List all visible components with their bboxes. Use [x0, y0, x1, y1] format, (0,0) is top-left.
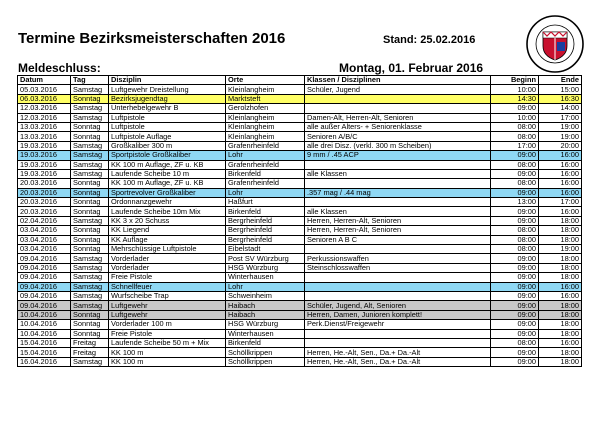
cell-klassen: alle Klassen	[305, 169, 491, 178]
cell-ende: 16:00	[539, 207, 582, 216]
cell-ort: Kleinlangheim	[226, 113, 305, 122]
cell-klassen: Perkussionswaffen	[305, 254, 491, 263]
cell-disziplin: Luftpistole Auflage	[109, 132, 226, 141]
cell-ende: 16:00	[539, 188, 582, 197]
cell-datum: 09.04.2016	[18, 282, 71, 291]
cell-beginn: 09:00	[491, 291, 539, 300]
cell-klassen: Perk.Dienst/Freigewehr	[305, 320, 491, 329]
cell-ende: 18:00	[539, 310, 582, 319]
table-row	[18, 329, 582, 338]
cell-disziplin: KK Liegend	[109, 226, 226, 235]
cell-beginn: 09:00	[491, 254, 539, 263]
cell-ort: Birkenfeld	[226, 338, 305, 347]
cell-beginn: 09:00	[491, 320, 539, 329]
col-header-datum: Datum	[18, 76, 71, 85]
cell-klassen	[305, 94, 491, 103]
cell-klassen: Herren, Damen, Junioren komplett!	[305, 310, 491, 319]
cell-beginn: 09:00	[491, 216, 539, 225]
cell-ende: 18:00	[539, 320, 582, 329]
cell-ort: Grafenrheinfeld	[226, 160, 305, 169]
col-header-tag: Tag	[71, 76, 109, 85]
cell-ort: Schöllkrippen	[226, 357, 305, 366]
cell-tag: Sonntag	[71, 188, 109, 197]
cell-ende: 18:00	[539, 273, 582, 282]
cell-tag: Sonntag	[71, 245, 109, 254]
cell-tag: Freitag	[71, 348, 109, 357]
cell-datum: 19.03.2016	[18, 141, 71, 150]
cell-ort: Eibelstadt	[226, 245, 305, 254]
cell-tag: Samstag	[71, 263, 109, 272]
cell-beginn: 13:00	[491, 198, 539, 207]
table-row	[18, 245, 582, 254]
cell-datum: 10.04.2016	[18, 320, 71, 329]
cell-ende: 17:00	[539, 113, 582, 122]
table-row	[18, 291, 582, 300]
table-row	[18, 188, 582, 197]
cell-beginn: 09:00	[491, 188, 539, 197]
cell-datum: 20.03.2016	[18, 207, 71, 216]
cell-datum: 12.03.2016	[18, 104, 71, 113]
cell-datum: 12.03.2016	[18, 113, 71, 122]
col-header-disziplin: Disziplin	[109, 76, 226, 85]
cell-beginn: 08:00	[491, 122, 539, 131]
table-row	[18, 320, 582, 329]
cell-tag: Samstag	[71, 160, 109, 169]
cell-disziplin: KK 100 m	[109, 357, 226, 366]
cell-tag: Samstag	[71, 357, 109, 366]
cell-ort: Lohr	[226, 282, 305, 291]
cell-tag: Sonntag	[71, 207, 109, 216]
cell-ort: Kleinlangheim	[226, 122, 305, 131]
cell-beginn: 09:00	[491, 207, 539, 216]
cell-disziplin: Bezirksjugendtag	[109, 94, 226, 103]
col-header-ende: Ende	[539, 76, 582, 85]
cell-ende: 20:00	[539, 141, 582, 150]
cell-tag: Samstag	[71, 282, 109, 291]
cell-klassen: Senioren A B C	[305, 235, 491, 244]
cell-ende: 17:00	[539, 198, 582, 207]
cell-klassen: Schüler, Jugend, Alt, Senioren	[305, 301, 491, 310]
cell-ort: Winterhausen	[226, 273, 305, 282]
cell-datum: 15.04.2016	[18, 348, 71, 357]
table-row	[18, 338, 582, 347]
cell-klassen: Herren, He.-Alt, Sen., Da.+ Da.-Alt	[305, 357, 491, 366]
cell-disziplin: Luftpistole	[109, 122, 226, 131]
cell-beginn: 14:30	[491, 94, 539, 103]
cell-tag: Sonntag	[71, 94, 109, 103]
cell-tag: Samstag	[71, 113, 109, 122]
cell-ort: Haibach	[226, 310, 305, 319]
cell-ende: 15:00	[539, 85, 582, 94]
cell-tag: Samstag	[71, 291, 109, 300]
table-row	[18, 179, 582, 188]
cell-tag: Samstag	[71, 169, 109, 178]
cell-tag: Sonntag	[71, 179, 109, 188]
cell-tag: Sonntag	[71, 235, 109, 244]
cell-klassen	[305, 160, 491, 169]
table-row	[18, 151, 582, 160]
table-row	[18, 122, 582, 131]
cell-tag: Sonntag	[71, 310, 109, 319]
col-header-beginn: Beginn	[491, 76, 539, 85]
table-row	[18, 301, 582, 310]
cell-datum: 16.04.2016	[18, 357, 71, 366]
cell-ende: 16:00	[539, 291, 582, 300]
table-row	[18, 226, 582, 235]
cell-klassen: Herren, Herren-Alt, Senioren	[305, 226, 491, 235]
cell-beginn: 08:00	[491, 179, 539, 188]
cell-klassen: alle drei Disz. (verkl. 300 m Scheiben)	[305, 141, 491, 150]
cell-beginn: 08:00	[491, 226, 539, 235]
table-row	[18, 169, 582, 178]
cell-ort: Grafenrheinfeld	[226, 141, 305, 150]
cell-tag: Freitag	[71, 338, 109, 347]
cell-tag: Sonntag	[71, 198, 109, 207]
cell-tag: Samstag	[71, 151, 109, 160]
table-row	[18, 310, 582, 319]
cell-beginn: 08:00	[491, 245, 539, 254]
col-header-ort: Orte	[226, 76, 305, 85]
cell-beginn: 08:00	[491, 160, 539, 169]
cell-ort: HSG Würzburg	[226, 320, 305, 329]
cell-ort: Post SV Würzburg	[226, 254, 305, 263]
cell-ende: 16:00	[539, 282, 582, 291]
cell-disziplin: KK 3 x 20 Schuss	[109, 216, 226, 225]
table-row	[18, 273, 582, 282]
cell-disziplin: Freie Pistole	[109, 329, 226, 338]
table-row	[18, 94, 582, 103]
cell-ende: 14:00	[539, 104, 582, 113]
cell-klassen	[305, 291, 491, 300]
cell-klassen	[305, 198, 491, 207]
cell-disziplin: Luftgewehr	[109, 310, 226, 319]
cell-tag: Samstag	[71, 254, 109, 263]
cell-ende: 18:00	[539, 348, 582, 357]
cell-ort: Lohr	[226, 151, 305, 160]
cell-ort: Grafenrheinfeld	[226, 179, 305, 188]
cell-ort: HSG Würzburg	[226, 263, 305, 272]
cell-klassen: alle Klassen	[305, 207, 491, 216]
meldeschluss-date: Montag, 01. Februar 2016	[339, 61, 484, 75]
cell-datum: 19.03.2016	[18, 151, 71, 160]
cell-ort: Schweinheim	[226, 291, 305, 300]
cell-ort: Kleinlangheim	[226, 132, 305, 141]
cell-ort: Bergrheinfeld	[226, 226, 305, 235]
table-row	[18, 216, 582, 225]
cell-disziplin: KK 100 m Auflage, ZF u. KB	[109, 179, 226, 188]
cell-beginn: 09:00	[491, 282, 539, 291]
cell-klassen	[305, 282, 491, 291]
table-row	[18, 141, 582, 150]
cell-datum: 10.04.2016	[18, 329, 71, 338]
table-row	[18, 207, 582, 216]
cell-klassen: Senioren A/B/C	[305, 132, 491, 141]
table-row	[18, 254, 582, 263]
cell-tag: Sonntag	[71, 132, 109, 141]
cell-datum: 05.03.2016	[18, 85, 71, 94]
cell-datum: 09.04.2016	[18, 273, 71, 282]
meldeschluss-label: Meldeschluss:	[18, 61, 101, 75]
cell-ende: 16:00	[539, 160, 582, 169]
cell-klassen	[305, 273, 491, 282]
cell-datum: 03.04.2016	[18, 235, 71, 244]
cell-ende: 19:00	[539, 132, 582, 141]
cell-ort: Gerolzhofen	[226, 104, 305, 113]
cell-disziplin: Unterhebelgewehr B	[109, 104, 226, 113]
cell-beginn: 09:00	[491, 310, 539, 319]
cell-klassen: Herren, Herren-Alt, Senioren	[305, 216, 491, 225]
cell-klassen: Steinschlosswaffen	[305, 263, 491, 272]
cell-beginn: 09:00	[491, 357, 539, 366]
stand-date: Stand: 25.02.2016	[383, 34, 476, 46]
table-row	[18, 282, 582, 291]
cell-disziplin: Luftgewehr	[109, 301, 226, 310]
cell-beginn: 08:00	[491, 338, 539, 347]
cell-beginn: 09:00	[491, 348, 539, 357]
cell-tag: Sonntag	[71, 226, 109, 235]
cell-disziplin: Sportpistole Großkaliber	[109, 151, 226, 160]
cell-datum: 09.04.2016	[18, 301, 71, 310]
cell-ort: Lohr	[226, 188, 305, 197]
cell-disziplin: Ordonnanzgewehr	[109, 198, 226, 207]
cell-beginn: 09:00	[491, 273, 539, 282]
cell-tag: Samstag	[71, 141, 109, 150]
cell-disziplin: KK Auflage	[109, 235, 226, 244]
cell-disziplin: Laufende Scheibe 10m Mix	[109, 207, 226, 216]
cell-datum: 10.04.2016	[18, 310, 71, 319]
cell-disziplin: Luftpistole	[109, 113, 226, 122]
cell-disziplin: Mehrschüssige Luftpistole	[109, 245, 226, 254]
page-title: Termine Bezirksmeisterschaften 2016	[18, 30, 286, 47]
cell-klassen: Herren, He.-Alt, Sen., Da.+ Da.-Alt	[305, 348, 491, 357]
cell-klassen: Damen-Alt, Herren-Alt, Senioren	[305, 113, 491, 122]
cell-ende: 16:30	[539, 94, 582, 103]
cell-ort: Bergrheinfeld	[226, 216, 305, 225]
cell-klassen	[305, 329, 491, 338]
table-row	[18, 198, 582, 207]
cell-ende: 19:00	[539, 122, 582, 131]
cell-ende: 18:00	[539, 263, 582, 272]
cell-ort: Birkenfeld	[226, 207, 305, 216]
cell-beginn: 10:00	[491, 113, 539, 122]
cell-disziplin: Laufende Scheibe 10 m	[109, 169, 226, 178]
cell-ende: 16:00	[539, 151, 582, 160]
cell-datum: 19.03.2016	[18, 160, 71, 169]
cell-datum: 20.03.2016	[18, 179, 71, 188]
table-row	[18, 113, 582, 122]
cell-beginn: 08:00	[491, 132, 539, 141]
cell-datum: 09.04.2016	[18, 263, 71, 272]
cell-tag: Sonntag	[71, 320, 109, 329]
cell-tag: Sonntag	[71, 122, 109, 131]
cell-tag: Samstag	[71, 273, 109, 282]
cell-datum: 09.04.2016	[18, 291, 71, 300]
cell-ende: 18:00	[539, 357, 582, 366]
table-row	[18, 263, 582, 272]
cell-beginn: 08:00	[491, 235, 539, 244]
cell-beginn: 10:00	[491, 85, 539, 94]
table-row	[18, 235, 582, 244]
table-header-row	[18, 76, 582, 85]
cell-datum: 03.04.2016	[18, 245, 71, 254]
cell-disziplin: Großkaliber 300 m	[109, 141, 226, 150]
cell-disziplin: Sportrevolver Großkaliber	[109, 188, 226, 197]
cell-tag: Samstag	[71, 301, 109, 310]
schedule-table	[17, 75, 582, 367]
table-body	[18, 85, 582, 367]
cell-ort: Schöllkrippen	[226, 348, 305, 357]
cell-disziplin: Wurfscheibe Trap	[109, 291, 226, 300]
cell-datum: 13.03.2016	[18, 122, 71, 131]
cell-ende: 18:00	[539, 254, 582, 263]
cell-ort: Winterhausen	[226, 329, 305, 338]
cell-ort: Kleinlangheim	[226, 85, 305, 94]
cell-beginn: 09:00	[491, 301, 539, 310]
table-row	[18, 85, 582, 94]
cell-ende: 19:00	[539, 245, 582, 254]
cell-datum: 06.03.2016	[18, 94, 71, 103]
cell-ort: Birkenfeld	[226, 169, 305, 178]
cell-datum: 09.04.2016	[18, 254, 71, 263]
cell-disziplin: Freie Pistole	[109, 273, 226, 282]
cell-datum: 15.04.2016	[18, 338, 71, 347]
cell-ende: 18:00	[539, 226, 582, 235]
cell-klassen	[305, 338, 491, 347]
cell-klassen: .357 mag / .44 mag	[305, 188, 491, 197]
cell-disziplin: Laufende Scheibe 50 m + Mix	[109, 338, 226, 347]
table-row	[18, 357, 582, 366]
table-row	[18, 160, 582, 169]
cell-ende: 18:00	[539, 329, 582, 338]
cell-disziplin: Luftgewehr Dreistellung	[109, 85, 226, 94]
cell-ende: 16:00	[539, 338, 582, 347]
col-header-klassen: Klassen / Disziplinen	[305, 76, 491, 85]
cell-ort: Haßfurt	[226, 198, 305, 207]
cell-beginn: 09:00	[491, 104, 539, 113]
cell-datum: 02.04.2016	[18, 216, 71, 225]
bezirk-logo-icon	[522, 13, 588, 75]
cell-klassen: 9 mm / .45 ACP	[305, 151, 491, 160]
cell-ende: 16:00	[539, 179, 582, 188]
cell-ort: Bergrheinfeld	[226, 235, 305, 244]
cell-datum: 13.03.2016	[18, 132, 71, 141]
cell-disziplin: Schnellfeuer	[109, 282, 226, 291]
cell-ende: 18:00	[539, 216, 582, 225]
cell-disziplin: Vorderlader	[109, 263, 226, 272]
cell-klassen: Schüler, Jugend	[305, 85, 491, 94]
cell-ende: 18:00	[539, 235, 582, 244]
cell-ende: 18:00	[539, 301, 582, 310]
cell-beginn: 09:00	[491, 263, 539, 272]
table-row	[18, 132, 582, 141]
table-row	[18, 104, 582, 113]
cell-beginn: 09:00	[491, 169, 539, 178]
cell-beginn: 09:00	[491, 329, 539, 338]
cell-ort: Marktsteft	[226, 94, 305, 103]
cell-ort: Haibach	[226, 301, 305, 310]
cell-datum: 20.03.2016	[18, 188, 71, 197]
cell-tag: Sonntag	[71, 329, 109, 338]
cell-tag: Samstag	[71, 216, 109, 225]
cell-tag: Samstag	[71, 85, 109, 94]
cell-datum: 20.03.2016	[18, 198, 71, 207]
cell-klassen: alle außer Alters- + Seniorenklasse	[305, 122, 491, 131]
cell-beginn: 17:00	[491, 141, 539, 150]
cell-datum: 03.04.2016	[18, 226, 71, 235]
cell-klassen	[305, 245, 491, 254]
cell-beginn: 09:00	[491, 151, 539, 160]
cell-disziplin: KK 100 m	[109, 348, 226, 357]
table-row	[18, 348, 582, 357]
cell-tag: Samstag	[71, 104, 109, 113]
cell-disziplin: KK 100 m Auflage, ZF u. KB	[109, 160, 226, 169]
cell-disziplin: Vorderlader 100 m	[109, 320, 226, 329]
cell-ende: 16:00	[539, 169, 582, 178]
cell-klassen	[305, 179, 491, 188]
cell-disziplin: Vorderlader	[109, 254, 226, 263]
cell-datum: 19.03.2016	[18, 169, 71, 178]
cell-klassen	[305, 104, 491, 113]
